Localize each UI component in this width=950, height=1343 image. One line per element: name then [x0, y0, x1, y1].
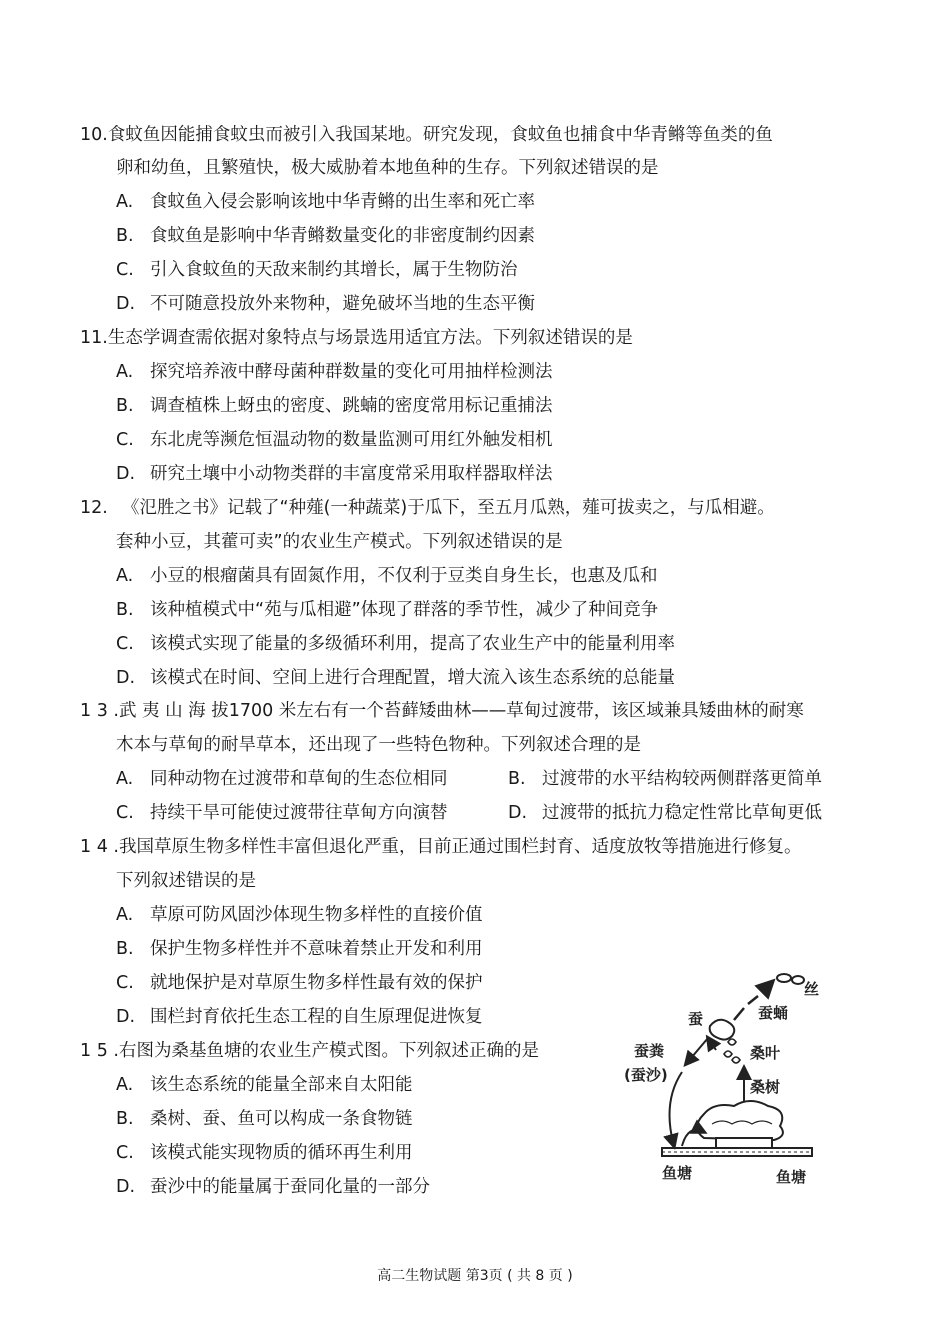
q12-stem-line-2: 套种小豆，其藿可卖”的农业生产模式。下列叙述错误的是 [116, 532, 563, 552]
mulberry-fishpond-figure [612, 968, 852, 1198]
option-text: 过渡带的水平结构较两侧群落更简单 [542, 769, 822, 789]
option-letter: A. [116, 769, 134, 789]
option-letter: B. [116, 1109, 134, 1129]
q12-stem-line-1: 《氾胜之书》记载了“种薤(一种蔬菜)于瓜下，至五月瓜熟，薤可拔卖之，与瓜相避。 [122, 498, 775, 518]
q11-stem-line-1: 11.生态学调查需依据对象特点与场景选用适宜方法。下列叙述错误的是 [80, 328, 633, 348]
q12-option-d [116, 666, 675, 690]
option-text: 同种动物在过渡带和草甸的生态位相同 [150, 769, 448, 789]
q15-option-a [116, 1073, 413, 1097]
option-letter: D. [508, 803, 528, 823]
q12-number: 12. [80, 498, 108, 518]
q13-stem-line-2: 木本与草甸的耐旱草本，还出现了一些特色物种。下列叙述合理的是 [116, 735, 641, 755]
option-text: 探究培养液中酵母菌种群数量的变化可用抽样检测法 [150, 362, 553, 382]
q11-option-c [116, 428, 553, 452]
q10-option-a [116, 190, 535, 214]
option-text: 调查植株上蚜虫的密度、跳蝻的密度常用标记重捕法 [150, 396, 553, 416]
q13-option-a [116, 767, 448, 791]
q15-stem-line-1: 1 5 .右图为桑基鱼塘的农业生产模式图。下列叙述正确的是 [80, 1041, 539, 1061]
option-text: 食蚊鱼是影响中华青鳉数量变化的非密度制约因素 [150, 226, 535, 246]
label-silk: 丝 [804, 980, 820, 998]
q13-option-b [508, 767, 822, 791]
label-pupa: 蚕蛹 [758, 1004, 789, 1022]
mulberry-leaf-drawing [724, 1039, 740, 1063]
option-letter: B. [116, 226, 134, 246]
option-letter: A. [116, 192, 134, 212]
option-letter: D. [116, 1007, 136, 1027]
option-letter: A. [116, 905, 134, 925]
option-letter: B. [116, 600, 134, 620]
q14-stem-line-1: 1 4 .我国草原生物多样性丰富但退化严重，目前正通过围栏封育、适度放牧等措施进行修复。 [80, 837, 802, 857]
option-text: 桑树、蚕、鱼可以构成一条食物链 [150, 1109, 413, 1129]
q15-option-b [116, 1107, 413, 1131]
option-text: 蚕沙中的能量属于蚕同化量的一部分 [150, 1177, 430, 1197]
option-letter: C. [116, 634, 134, 654]
option-text: 东北虎等濒危恒温动物的数量监测可用红外触发相机 [150, 430, 553, 450]
label-pond-left: 鱼塘 [662, 1164, 693, 1182]
silkworm-to-feces-arrow [686, 1038, 708, 1064]
option-text: 围栏封育依托生态工程的自生原理促进恢复 [150, 1007, 483, 1027]
q15-option-c [116, 1141, 413, 1165]
figure-svg [612, 968, 852, 1198]
option-letter: D. [116, 294, 136, 314]
option-text: 保护生物多样性并不意味着禁止开发和利用 [150, 939, 483, 959]
leaf-to-silkworm-arrow [708, 1038, 716, 1050]
option-text: 持续干旱可能使过渡带往草甸方向演替 [150, 803, 448, 823]
q13-stem-line-1: 1 3 .武 夷 山 海 拔1700 米左右有一个苔藓矮曲林——草甸过渡带，该区域兼具矮曲林的耐寒 [80, 701, 804, 721]
option-letter: B. [508, 769, 526, 789]
q10-option-b [116, 224, 535, 248]
q11-option-a [116, 360, 553, 384]
option-text: 引入食蚊鱼的天敌来制约其增长，属于生物防治 [150, 260, 518, 280]
feces-to-pond-arrow [670, 1072, 683, 1146]
q12-option-c [116, 632, 675, 656]
q14-stem-line-2: 下列叙述错误的是 [116, 871, 256, 891]
q11-option-d [116, 462, 553, 486]
option-letter: C. [116, 803, 134, 823]
option-text: 过渡带的抵抗力稳定性常比草甸更低 [542, 803, 822, 823]
q10-stem-line-1: 10.食蚊鱼因能捕食蚊虫而被引入我国某地。研究发现，食蚊鱼也捕食中华青鳉等鱼类的鱼 [80, 125, 773, 145]
silkworm-drawing [710, 1020, 735, 1040]
label-pond-right: 鱼塘 [776, 1168, 807, 1186]
option-text: 草原可防风固沙体现生物多样性的直接价值 [150, 905, 483, 925]
option-letter: A. [116, 566, 134, 586]
label-leaf: 桑叶 [750, 1044, 781, 1062]
q14-option-c [116, 971, 483, 995]
q13-option-d [508, 801, 822, 825]
q10-option-c [116, 258, 518, 282]
q14-option-d [116, 1005, 483, 1029]
cocoon-drawing [777, 974, 791, 982]
option-text: 就地保护是对草原生物多样性最有效的保护 [150, 973, 483, 993]
option-text: 该种植模式中“苑与瓜相避”体现了群落的季节性，减少了种间竞争 [150, 600, 659, 620]
label-feces-alt: (蚕沙) [624, 1066, 668, 1084]
option-text: 小豆的根瘤菌具有固氮作用，不仅利于豆类自身生长，也惠及瓜和 [150, 566, 658, 586]
q15-option-d [116, 1175, 430, 1199]
option-letter: A. [116, 362, 134, 382]
label-silkworm: 蚕 [688, 1010, 704, 1028]
cocoon-drawing-2 [792, 976, 804, 984]
option-letter: B. [116, 396, 134, 416]
q13-option-c [116, 801, 448, 825]
option-text: 不可随意投放外来物种，避免破坏当地的生态平衡 [150, 294, 535, 314]
q10-stem-line-2: 卵和幼鱼，且繁殖快，极大威胁着本地鱼种的生存。下列叙述错误的是 [116, 158, 659, 178]
option-letter: D. [116, 1177, 136, 1197]
label-tree: 桑树 [750, 1078, 781, 1096]
page-footer: 高二生物试题 第3页 ( 共 8 页 ) [377, 1268, 573, 1284]
q14-option-a [116, 903, 483, 927]
q12-option-a [116, 564, 658, 588]
label-feces: 蚕粪 [634, 1042, 665, 1060]
mulberry-tree-drawing [697, 1101, 783, 1140]
q14-option-b [116, 937, 483, 961]
q10-option-d [116, 292, 535, 316]
option-letter: C. [116, 1143, 134, 1163]
q12-option-b [116, 598, 658, 622]
option-letter: B. [116, 939, 134, 959]
option-letter: D. [116, 668, 136, 688]
tree-trunk-drawing [716, 1138, 772, 1148]
option-letter: A. [116, 1075, 134, 1095]
option-letter: C. [116, 260, 134, 280]
option-text: 该模式在时间、空间上进行合理配置，增大流入该生态系统的总能量 [150, 668, 675, 688]
option-text: 食蚊鱼入侵会影响该地中华青鳉的出生率和死亡率 [150, 192, 535, 212]
option-text: 研究土壤中小动物类群的丰富度常采用取样器取样法 [150, 464, 553, 484]
option-letter: C. [116, 430, 134, 450]
option-text: 该模式能实现物质的循环再生利用 [150, 1143, 413, 1163]
option-letter: C. [116, 973, 134, 993]
q11-option-b [116, 394, 553, 418]
option-text: 该生态系统的能量全部来自太阳能 [150, 1075, 413, 1095]
option-text: 该模式实现了能量的多级循环利用，提高了农业生产中的能量利用率 [150, 634, 675, 654]
option-letter: D. [116, 464, 136, 484]
